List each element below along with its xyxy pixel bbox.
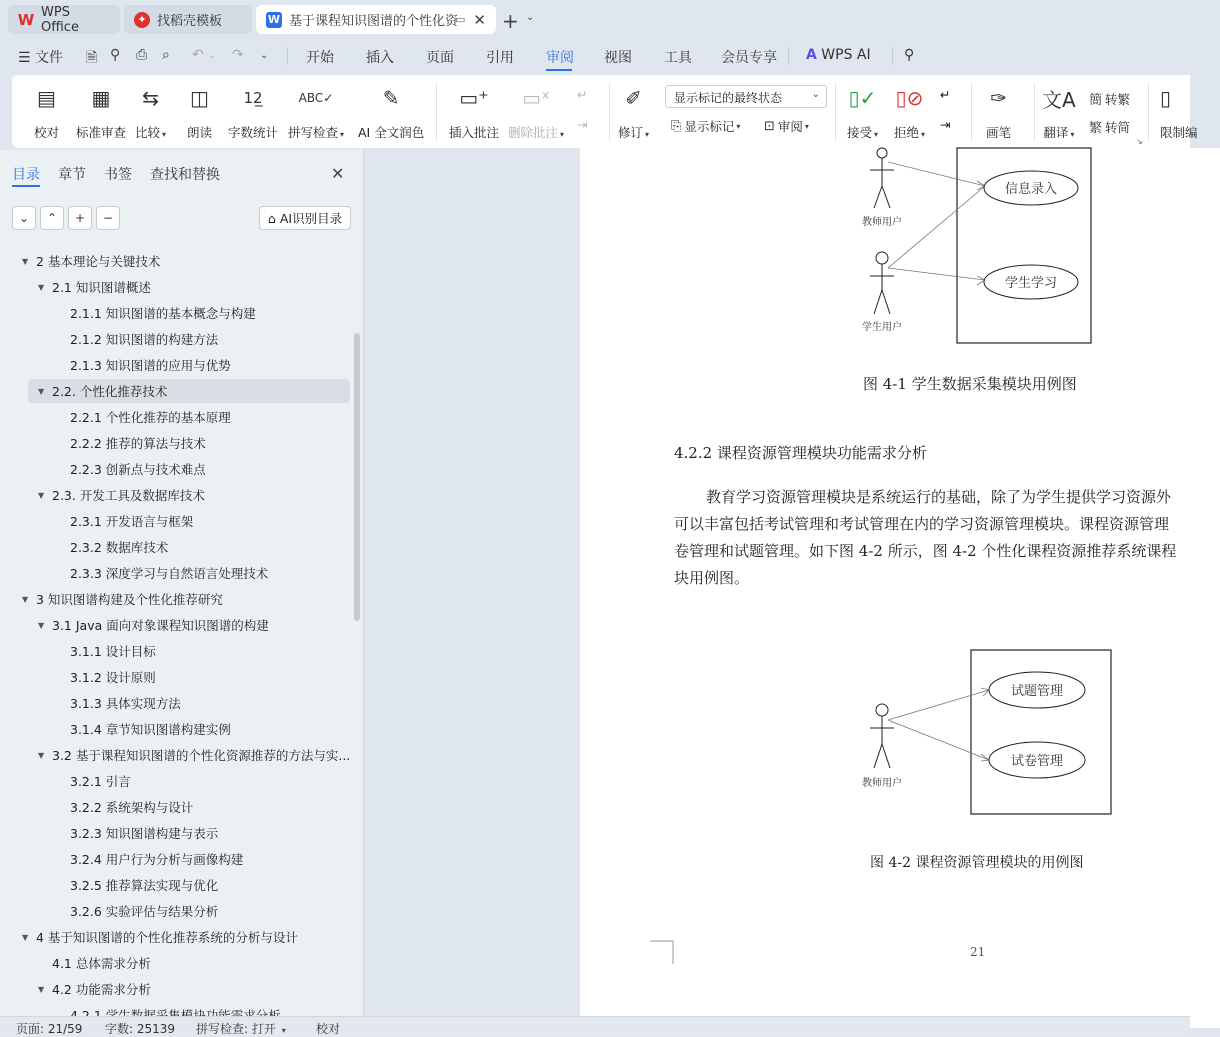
toc-item-label: 3.1.3 具体实现方法 [70,696,181,711]
page-number: 21 [970,945,986,959]
spell-check-indicator[interactable]: 拼写检查: 打开 ▾ [196,1022,286,1036]
toc-item[interactable] [0,483,352,507]
print-preview-icon[interactable]: ⌕ [162,47,170,63]
ai-toc-button[interactable]: ⌂ AI识别目录 [259,206,351,230]
use-case-label: 试题管理 [1010,684,1064,699]
toc-item[interactable] [0,743,352,767]
toc-item-label: 2.3.3 深度学习与自然语言处理技术 [70,566,269,581]
toc-item-label: 4.2 功能需求分析 [52,982,151,997]
divider [971,83,972,141]
use-case-label: 试卷管理 [1010,754,1064,769]
proofread-button[interactable]: ▤ 校对 [34,79,59,141]
navigation-pane [0,150,364,1016]
expand-triangle-icon[interactable]: ▼ [38,490,45,500]
menu-start[interactable]: 开始 [306,50,334,66]
markup-state-dropdown[interactable]: 显示标记的最终状态 ⌄ [665,85,827,108]
toc-item[interactable] [28,379,350,403]
divider [287,47,288,65]
toc-item[interactable] [0,795,352,819]
expand-triangle-icon[interactable]: ▼ [38,282,45,292]
translate-button[interactable]: 文A 翻译 ▾ [1042,79,1076,141]
toc-item-label: 3.2.4 用户行为分析与画像构建 [70,852,244,867]
toc-item[interactable] [0,691,352,715]
toc-item-label: 4 基于知识图谱的个性化推荐系统的分析与设计 [36,930,298,945]
review-pane-icon: ⊡ [764,118,775,134]
compare-icon: ⇆ [142,86,159,110]
chevron-down-icon[interactable]: ⌄ [526,12,535,23]
toc-item[interactable] [0,353,352,377]
toc-item-label: 2 基本理论与关键技术 [36,254,161,269]
spell-check-button[interactable]: ABC✓ 拼写检查 ▾ [288,79,344,141]
redo-icon[interactable]: ↷ [232,47,244,63]
new-tab-plus-icon[interactable]: + [502,9,519,33]
more-chevron-icon[interactable]: ⌄ [260,50,269,61]
read-aloud-icon: ◫ [190,86,209,110]
menu-view[interactable]: 视图 [604,50,632,66]
next-comment-icon[interactable]: ⇥ [577,117,588,132]
daoke-icon: ✦ [134,12,150,28]
word-count-indicator[interactable]: 字数: 25139 [105,1022,176,1036]
tab-chapters[interactable]: 章节 [58,167,86,183]
standard-review-button[interactable]: ▦ 标准审查 [76,79,126,141]
paragraph-line: 教育学习资源管理模块是系统运行的基础，除了为学生提供学习资源外 [706,488,1172,506]
toc-item-label: 2.2. 个性化推荐技术 [52,384,168,399]
actor-student [870,252,894,314]
wps-ai-logo-icon: A [806,47,817,63]
toc-item-label: 3.1.1 设计目标 [70,644,156,659]
track-changes-button[interactable]: ✐ 修订 ▾ [618,79,649,141]
translate-icon: 文A [1042,87,1076,112]
close-tab-icon[interactable]: ✕ [473,10,486,29]
ai-polish-icon: ✎ [382,86,400,110]
actor-label-teacher: 教师用户 [862,217,902,228]
traditional-chinese-icon: 簡 [1089,93,1103,108]
delete-comment-button[interactable]: ▭ˣ 删除批注 ▾ [508,79,564,141]
toc-item[interactable] [0,249,352,273]
association-line [888,690,989,720]
collapse-up-icon[interactable]: ⌃ [40,206,64,230]
export-pdf-icon[interactable]: ⚲ [110,47,121,63]
collapse-down-icon[interactable]: ⌄ [12,206,36,230]
toc-item[interactable] [0,535,352,559]
tab-label: WPS Office [41,4,79,35]
to-traditional-button[interactable]: 簡 转繁 [1089,89,1130,108]
simplified-chinese-icon: 繁 [1089,121,1103,136]
tab-wps-office[interactable] [8,5,120,34]
expand-triangle-icon[interactable]: ▼ [38,750,45,760]
toc-item[interactable] [0,951,352,975]
document-area [364,150,1190,1016]
undo-icon[interactable]: ↶ [192,47,204,63]
toc-item-label: 3.2.6 实验评估与结果分析 [70,904,219,919]
reject-icon: ▯⊘ [895,86,924,110]
divider [1034,83,1035,141]
figure-caption: 图 4-1 学生数据采集模块用例图 [863,375,1077,393]
restrict-editing-button[interactable]: ▯ 限制编 [1160,79,1190,141]
standard-review-icon: ▦ [91,86,111,110]
toc-item[interactable] [0,431,352,455]
toc-item[interactable] [0,275,352,299]
proofread-icon: ▤ [37,86,56,110]
toc-item[interactable] [0,405,352,429]
expand-triangle-icon[interactable]: ▼ [22,594,29,604]
divider [609,83,610,141]
menu-wps-ai[interactable]: A WPS AI [806,47,871,63]
document-page[interactable] [580,148,1220,1028]
ai-icon: ⌂ [267,210,276,226]
save-icon[interactable]: 🗎 [86,50,98,66]
toc-item-label: 3 知识图谱构建及个性化推荐研究 [36,592,223,607]
expand-triangle-icon[interactable]: ▼ [22,932,29,942]
sidebar-scrollbar[interactable] [354,333,360,621]
actor-teacher [870,704,894,768]
toc-item-label: 3.2.5 推荐算法实现与优化 [70,878,219,893]
toc-item[interactable] [0,301,352,325]
menu-insert[interactable]: 插入 [366,50,394,66]
toc-item-label: 3.1.2 设计原则 [70,670,156,685]
toc-item-label: 2.2.3 创新点与技术难点 [70,462,206,477]
toc-item[interactable] [0,847,352,871]
toc-item-label: 4.1 总体需求分析 [52,956,151,971]
toc-item[interactable] [0,509,352,533]
toc-item[interactable] [0,821,352,845]
tab-find-replace[interactable]: 查找和替换 [150,167,220,183]
toc-item-label: 3.2.1 引言 [70,774,131,789]
close-icon[interactable]: ✕ [331,164,345,183]
actor-label-teacher: 教师用户 [862,778,902,789]
expand-triangle-icon[interactable]: ▼ [38,620,45,630]
proofread-indicator[interactable]: 校对 [316,1022,341,1036]
previous-change-icon[interactable]: ↵ [940,87,951,102]
divider [788,47,789,65]
figure-caption: 图 4-2 课程资源管理模块的用例图 [870,855,1084,871]
tab-find-templates[interactable] [124,5,252,34]
toc-item-label: 2.3. 开发工具及数据库技术 [52,488,205,503]
association-line [888,186,985,268]
delete-comment-icon: ▭ˣ [522,86,550,110]
toc-item[interactable] [0,561,352,585]
toc-item-label: 3.2.2 系统架构与设计 [70,800,194,815]
ink-button[interactable]: ✑ 画笔 [986,79,1011,141]
pen-icon: ✑ [990,86,1007,110]
search-icon[interactable]: ⚲ [904,47,915,63]
toc-item[interactable] [0,327,352,351]
review-ribbon [12,75,1198,148]
toc-item-label: 2.3.1 开发语言与框架 [70,514,194,529]
expand-triangle-icon[interactable]: ▼ [38,984,45,994]
wps-logo-icon: W [17,10,35,29]
association-line [888,720,989,760]
page-indicator[interactable]: 页面: 21/59 [16,1022,83,1036]
association-line [888,268,985,280]
word-count-button[interactable]: 12̲ 字数统计 [228,79,278,141]
toc-item-label: 2.1.2 知识图谱的构建方法 [70,332,219,347]
insert-comment-icon: ▭⁺ [459,86,489,110]
section-heading: 4.2.2 课程资源管理模块功能需求分析 [674,444,927,462]
undo-dropdown-icon[interactable]: ⌄ [208,51,216,61]
previous-comment-icon[interactable]: ↵ [577,87,588,102]
toc-item[interactable] [0,925,352,949]
tab-label: 找稻壳模板 [157,14,223,29]
to-simplified-button[interactable]: 繁 转简 [1089,117,1130,136]
toc-item[interactable] [0,717,352,741]
print-icon[interactable]: ⎙ [136,47,148,63]
toc-item-label: 2.1 知识图谱概述 [52,280,151,295]
toc-item-label: 2.1.3 知识图谱的应用与优势 [70,358,231,373]
tab-bookmarks[interactable]: 书签 [104,167,132,183]
use-case-label: 信息录入 [1004,182,1058,197]
divider [1148,83,1149,141]
accept-button[interactable]: ▯✓ 接受 ▾ [847,79,878,141]
accept-icon: ▯✓ [848,86,877,110]
actor-teacher [870,148,894,208]
toc-item-label: 2.2.2 推荐的算法与技术 [70,436,206,451]
add-heading-icon[interactable]: + [68,206,92,230]
menu-tools[interactable]: 工具 [664,50,692,66]
toc-item[interactable] [0,899,352,923]
divider [892,47,893,65]
chevron-down-icon: ⌄ [811,89,820,100]
menu-bar [0,38,1190,74]
toc-item[interactable] [0,587,352,611]
menu-review[interactable]: 审阅 [546,50,574,66]
monitor-icon[interactable]: ▭ [455,13,466,26]
ai-polish-button[interactable]: ✎ AI 全文润色 [358,79,424,141]
toc-item[interactable] [0,457,352,481]
use-case-label: 学生学习 [1004,276,1058,291]
compare-button[interactable]: ⇆ 比较 ▾ [135,79,166,141]
expand-triangle-icon[interactable]: ▼ [22,256,29,266]
association-line [888,162,985,186]
review-pane-button[interactable]: ⊡ 审阅 ▾ [764,118,809,134]
writer-doc-icon: W [267,13,281,26]
show-markup-icon: ⎘ [671,118,682,134]
file-menu[interactable]: ☰ 文件 [18,50,64,66]
paragraph-line: 卷管理和试题管理。如下图 4-2 所示，图 4-2 个性化课程资源推荐系统课程 [674,542,1177,560]
menu-page[interactable]: 页面 [426,50,454,66]
toc-item[interactable] [0,873,352,897]
title-bar [0,0,1190,38]
word-count-icon: 12̲ [243,89,263,107]
paragraph-line: 可以丰富包括考试管理和考试管理在内的学习资源管理模块。课程资源管理 [674,515,1170,533]
use-case-diagram-4-2 [850,648,1130,818]
track-changes-icon: ✐ [625,86,642,110]
expand-triangle-icon[interactable]: ▼ [38,386,45,396]
use-case-diagram-4-1 [850,148,1130,348]
read-aloud-button[interactable]: ◫ 朗读 [187,79,212,141]
remove-heading-icon[interactable]: − [96,206,120,230]
restrict-icon: ▯ [1160,86,1172,110]
toc-item-label: 2.2.1 个性化推荐的基本原理 [70,410,231,425]
show-markup-button[interactable]: ⎘ 显示标记 ▾ [671,118,741,134]
paragraph-line: 块用例图。 [674,569,750,587]
tab-label: 基于课程知识图谱的个性化资 [289,14,459,29]
toc-item-label: 3.1.4 章节知识图谱构建实例 [70,722,231,737]
divider [436,83,437,141]
page-corner-mark [650,940,676,966]
toc-item-label: 3.2 基于课程知识图谱的个性化资源推荐的方法与实... [52,748,351,763]
tab-document[interactable] [256,5,496,34]
tab-toc[interactable]: 目录 [12,167,40,183]
toc-item[interactable] [0,639,352,663]
menu-reference[interactable]: 引用 [486,50,514,66]
active-tab-underline [12,185,40,187]
toc-item[interactable] [0,977,352,1001]
toc-item-label: 2.1.1 知识图谱的基本概念与构建 [70,306,256,321]
insert-comment-button[interactable]: ▭⁺ 插入批注 [449,79,499,141]
active-menu-underline [546,69,572,71]
toc-item-label: 3.2.3 知识图谱构建与表示 [70,826,219,841]
ribbon-expand-icon[interactable]: ↘ [1136,137,1143,146]
next-change-icon[interactable]: ⇥ [940,117,951,132]
divider [835,83,836,141]
toc-item-label: 2.3.2 数据库技术 [70,540,169,555]
toc-item[interactable] [0,769,352,793]
status-bar [0,1016,1190,1036]
spell-check-icon: ABC✓ [298,91,334,105]
toc-item[interactable] [0,665,352,689]
actor-label-student: 学生用户 [862,322,902,333]
toc-item-label: 3.1 Java 面向对象课程知识图谱的构建 [52,618,269,633]
menu-member[interactable]: 会员专享 [721,50,777,66]
reject-button[interactable]: ▯⊘ 拒绝 ▾ [894,79,925,141]
toc-item[interactable] [0,613,352,637]
